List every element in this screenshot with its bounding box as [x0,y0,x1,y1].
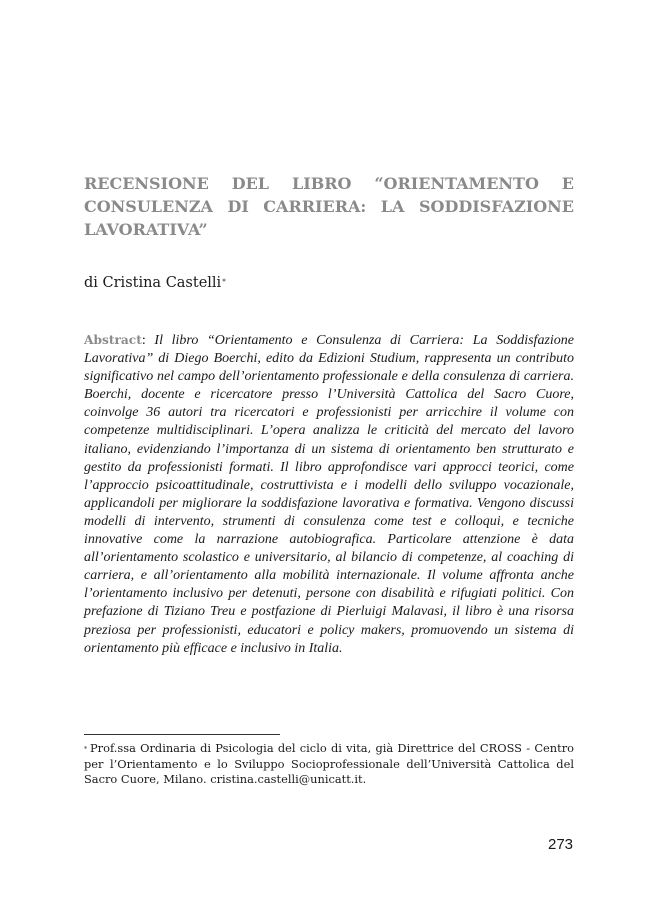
abstract-label: Abstract [84,333,142,347]
author-footnote-mark: * [222,278,226,286]
author-name: di Cristina Castelli [84,275,222,291]
footnote-divider [84,734,280,735]
abstract-text: Il libro “Orientamento e Consulenza di Carriera: La Soddisfazione Lavorativa” di Diego Boerchi, edito da Edizioni Studium, rappresenta un contributo significativo nel campo dell’orientamento professionale e della consulenza di carriera. Boerchi, docente e ricercatore presso l’Università Cattolica del Sacro Cuore, coinvolge 36 autori tra ricercatori e professionisti per arricchire il volume con competenze multidisciplinari. L’opera analizza le criticità del mercato del lavoro italiano, evidenziando l’importanza di un sistema di orientamento ben strutturato e gestito da professionisti formati. Il libro approfondisce vari approcci teorici, come l’approccio psicoattitudinale, costruttivista e i modelli dello sviluppo vocazionale, applicandoli per migliorare la soddisfazione lavorativa e formativa. Vengono discussi modelli di intervento, strumenti di consulenza come test e colloqui, e tecniche innovative come la narrazione autobiografica. Particolare attenzione è data all’orientamento scolastico e universitario, al bilancio di competenze, al coaching di carriera, e all’orientamento alla mobilità internazionale. Il volume affronta anche l’orientamento inclusivo per detenuti, persone con disabilità e rifugiati politici. Con prefazione di Tiziano Treu e postfazione di Pierluigi Malavasi, il libro è una risorsa preziosa per professionisti, educatori e policy makers, promuovendo un sistema di orientamento più efficace e inclusivo in Italia. [84,333,574,656]
abstract [84,331,574,658]
page-number: 273 [548,836,574,853]
article-title: RECENSIONE DEL LIBRO “ORIENTAMENTO E CONSULENZA DI CARRIERA: LA SODDISFAZIONE LAVORATIVA” [84,174,574,239]
footnote-mark: * [84,746,87,753]
author-byline [84,274,226,292]
abstract-separator: : [141,333,146,348]
footnote-text: Prof.ssa Ordinaria di Psicologia del ciclo di vita, già Direttrice del CROSS - Centro per l’Orientamento e lo Sviluppo Socioprofessionale dell’Università Cattolica del Sacro Cuore, Milano. cristina.castelli@unicatt.it. [84,741,574,787]
footnote [84,741,574,788]
